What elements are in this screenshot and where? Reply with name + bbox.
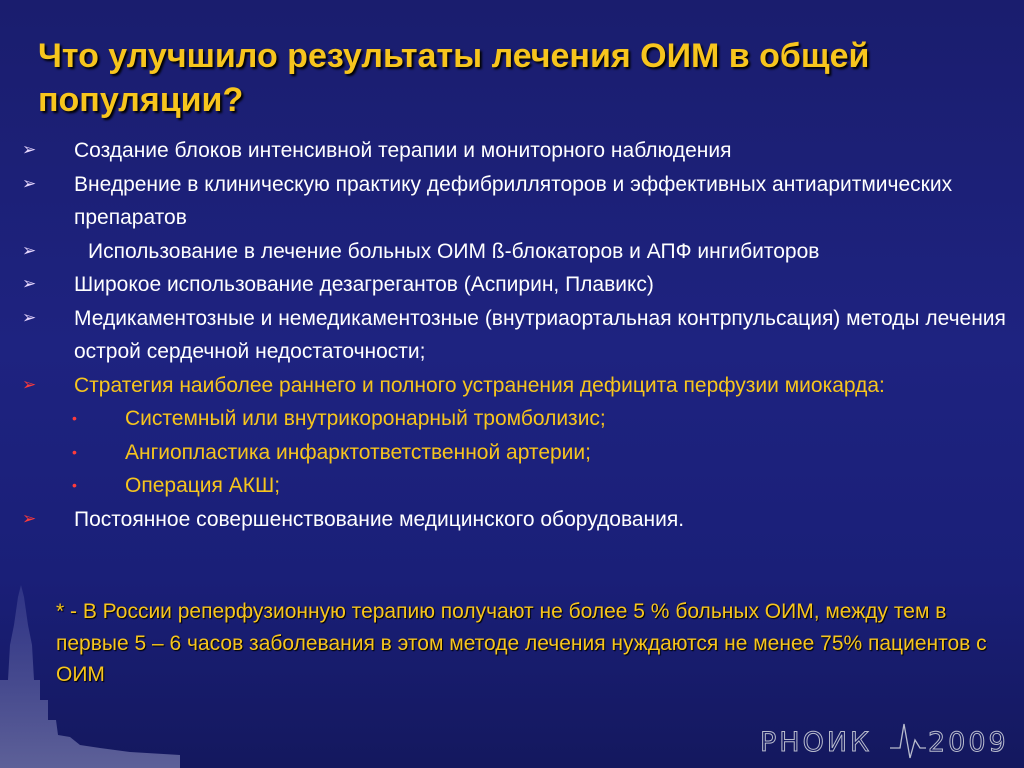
logo-year-text: 2009 bbox=[928, 727, 1009, 758]
list-item bbox=[22, 134, 1012, 168]
arrow-bullet-icon: ➢ bbox=[22, 374, 37, 395]
logo-graphic bbox=[760, 718, 1020, 762]
list-item-text: Внедрение в клиническую практику дефибрилляторов и эффективных антиаритмических препаратов bbox=[74, 172, 953, 229]
arrow-bullet-icon: ➢ bbox=[22, 240, 37, 261]
list-item bbox=[22, 268, 1012, 302]
heartbeat-line-icon bbox=[890, 724, 926, 758]
sub-list-item-text: Ангиопластика инфарктответственной артерии; bbox=[125, 440, 591, 464]
dot-bullet-icon: • bbox=[72, 443, 77, 460]
list-item bbox=[22, 235, 1012, 269]
list-item-text: Использование в лечение больных ОИМ ß-блокаторов и АПФ ингибиторов bbox=[88, 239, 820, 263]
list-item-text: Стратегия наиболее раннего и полного устранения дефицита перфузии миокарда: bbox=[74, 373, 885, 397]
arrow-bullet-icon: ➢ bbox=[22, 508, 37, 529]
sub-list-item-text: Системный или внутрикоронарный тромболизис; bbox=[125, 407, 606, 430]
list-item-text: Широкое использование дезагрегантов (Аспирин, Плавикс) bbox=[74, 273, 654, 296]
dot-bullet-icon: • bbox=[72, 477, 77, 493]
list-item bbox=[22, 302, 1012, 369]
conference-logo bbox=[760, 718, 1020, 762]
sub-list-item bbox=[22, 402, 1012, 436]
sub-list-item bbox=[22, 436, 1012, 470]
arrow-bullet-icon: ➢ bbox=[22, 140, 37, 160]
slide-title: Что улучшило результаты лечения ОИМ в общей популяции? bbox=[38, 37, 870, 119]
list-item-text: Создание блоков интенсивной терапии и мониторного наблюдения bbox=[74, 139, 732, 162]
logo-left-text: РНОИК bbox=[760, 727, 873, 758]
arrow-bullet-icon: ➢ bbox=[22, 173, 37, 194]
list-item-text: Постоянное совершенствование медицинского оборудования. bbox=[74, 507, 685, 531]
list-item-text: Медикаментозные и немедикаментозные (внутриаортальная контрпульсация) методы лечения острой сердечной недостаточности; bbox=[74, 306, 1006, 363]
dot-bullet-icon: • bbox=[72, 410, 77, 426]
arrow-bullet-icon: ➢ bbox=[22, 307, 37, 328]
sub-list-item-text: Операция АКШ; bbox=[125, 474, 281, 497]
list-item bbox=[22, 503, 1012, 537]
arrow-bullet-icon: ➢ bbox=[22, 274, 37, 294]
list-item bbox=[22, 369, 1012, 403]
sub-list-item bbox=[22, 469, 1012, 503]
bullet-list bbox=[22, 134, 1012, 536]
list-item bbox=[22, 168, 1012, 235]
footnote: * - В России реперфузионную терапию получают не более 5 % больных ОИМ, между тем в первые 5 – 6 часов заболевания в этом методе лечения нуждаются не менее 75% пациентов с ОИМ bbox=[56, 600, 987, 686]
kremlin-tower-silhouette-icon bbox=[0, 585, 180, 768]
